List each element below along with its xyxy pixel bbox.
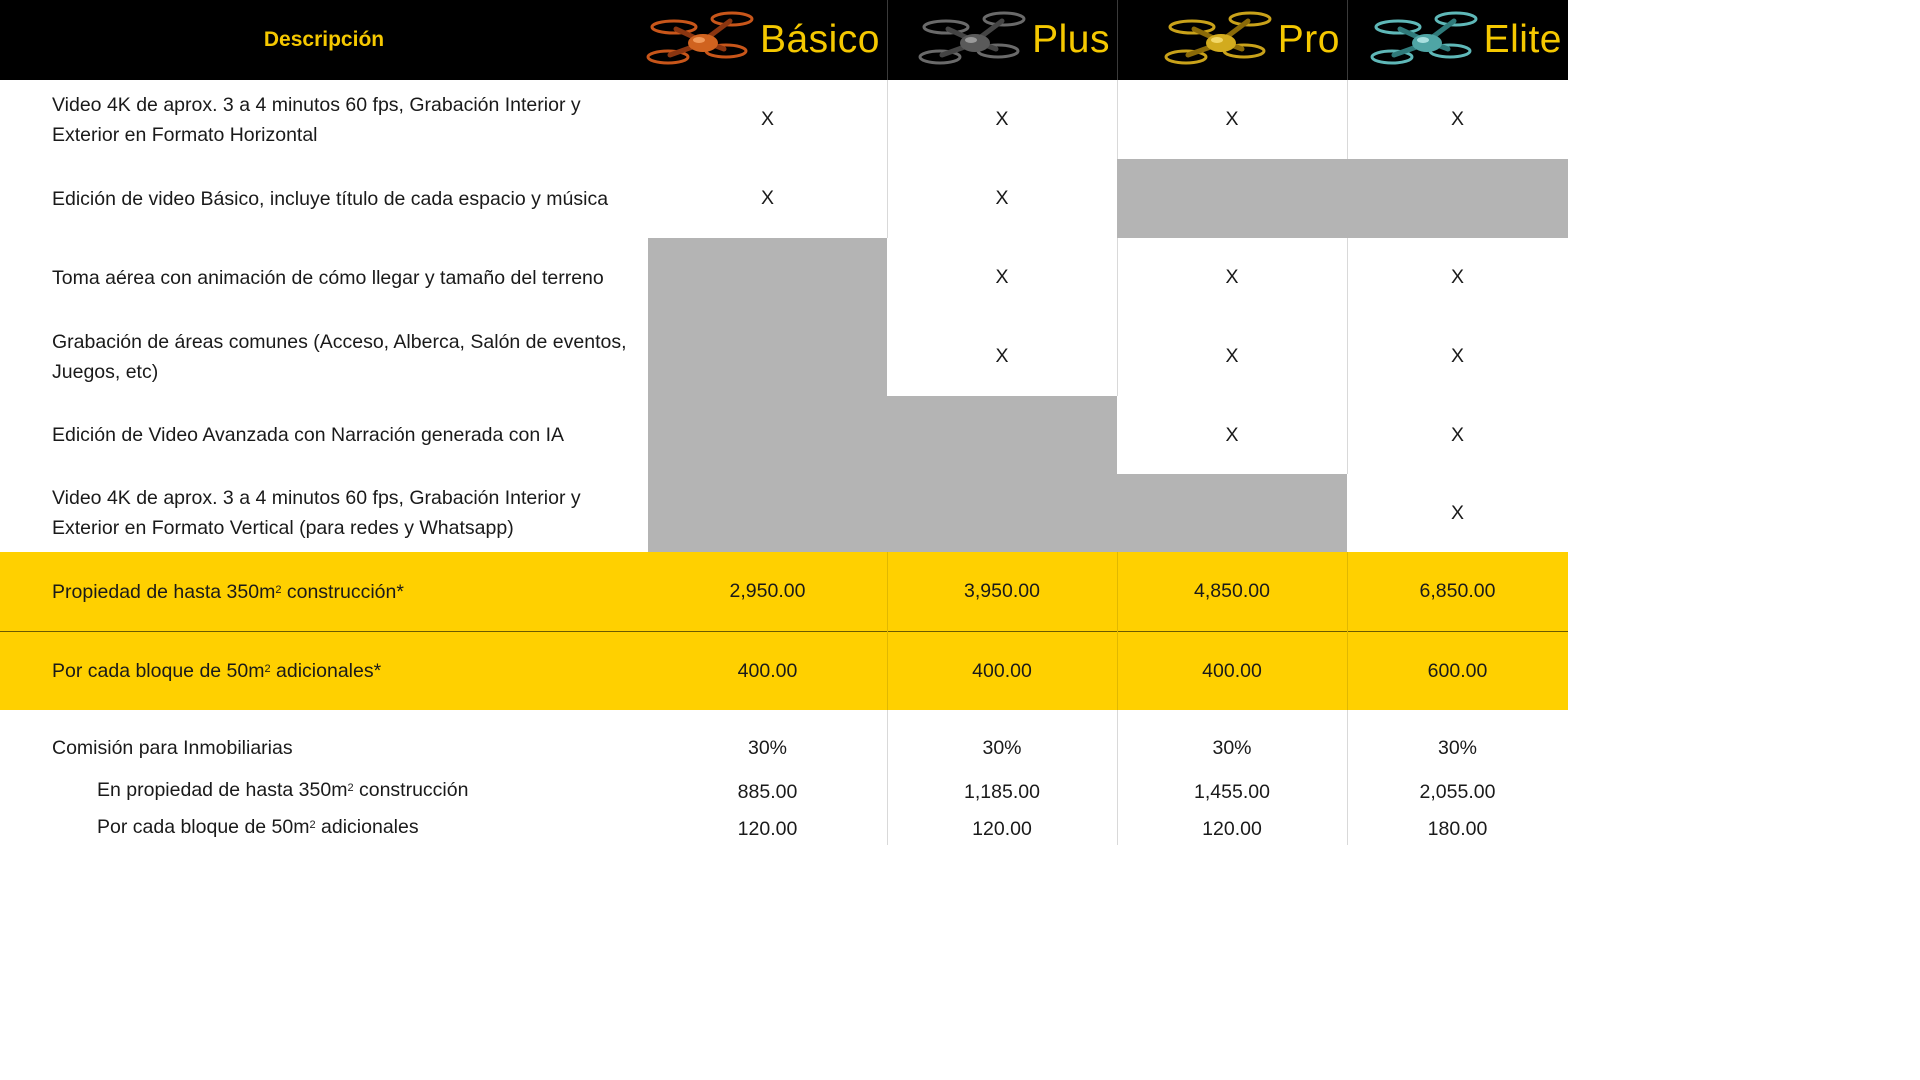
included-mark: X: [995, 187, 1009, 209]
unavailable-cell: [648, 238, 887, 552]
commission-value: 120.00: [972, 817, 1032, 840]
included-mark: X: [760, 187, 774, 209]
included-mark: X: [1450, 423, 1464, 446]
plan-name-plus: Plus: [1032, 18, 1110, 61]
column-divider: [887, 0, 888, 80]
drone-gray-icon: [918, 5, 1030, 75]
included-mark: X: [995, 108, 1009, 130]
included-mark: X: [1225, 345, 1239, 367]
pricing-extra-label: Por cada bloque de 50m $^2$ adicionales*: [52, 660, 382, 682]
commission-value: 1,455.00: [1194, 780, 1270, 803]
commission-value: 1,185.00: [964, 780, 1040, 803]
price-value: 400.00: [972, 659, 1032, 682]
plan-name-pro: Pro: [1277, 18, 1340, 61]
column-divider: [1117, 0, 1118, 80]
feature-description: Grabación de áreas comunes (Acceso, Alberca, Salón de eventos, Juegos, etc): [52, 330, 627, 383]
price-value: 400.00: [1202, 659, 1262, 682]
plan-header-pro: [1117, 0, 1346, 80]
unavailable-cell: [1117, 474, 1347, 552]
feature-description: Edición de video Básico, incluye título de cada espacio y música: [52, 187, 609, 210]
commission-label: Comisión para Inmobiliarias: [52, 737, 293, 759]
plan-header-plus: [887, 0, 1116, 80]
commission-value: 120.00: [1202, 817, 1262, 840]
included-mark: X: [1225, 266, 1239, 288]
pricing-base-label: Propiedad de hasta 350m $^2$ construcción*: [52, 580, 404, 603]
feature-description: Toma aérea con animación de cómo llegar y tamaño del terreno: [52, 266, 604, 289]
plan-name-basico: Básico: [759, 18, 880, 61]
included-mark: X: [760, 108, 774, 130]
commission-extra-label: Por cada bloque de 50m $^2$ adicionales: [97, 816, 419, 838]
included-mark: X: [1225, 108, 1239, 130]
included-mark: X: [1225, 423, 1239, 446]
included-mark: X: [1450, 266, 1464, 288]
price-value: 3,950.00: [964, 580, 1040, 602]
column-divider: [1347, 0, 1348, 80]
commission-percent: 30%: [1212, 736, 1252, 759]
commission-percent: 30%: [747, 736, 788, 759]
commission-value: 180.00: [1427, 817, 1488, 840]
plan-name-elite: Elite: [1483, 18, 1562, 61]
feature-description: Edición de Video Avanzada con Narración generada con IA: [52, 424, 565, 446]
description-column-header: Descripción: [263, 28, 385, 51]
included-mark: X: [995, 345, 1009, 367]
commission-base-label: En propiedad de hasta 350m $^2$ construcción: [97, 779, 469, 801]
drone-teal-icon: [1370, 5, 1482, 75]
commission-value: 2,055.00: [1419, 780, 1496, 803]
commission-percent: 30%: [1437, 736, 1478, 759]
drone-orange-icon: [646, 5, 758, 75]
included-mark: X: [1450, 345, 1464, 367]
price-value: 2,950.00: [729, 580, 806, 602]
price-value: 600.00: [1427, 659, 1488, 682]
unavailable-cell: [887, 396, 1117, 552]
included-mark: X: [1450, 108, 1464, 130]
commission-value: 885.00: [737, 780, 798, 803]
price-value: 4,850.00: [1194, 580, 1270, 602]
price-value: 6,850.00: [1419, 580, 1496, 602]
price-value: 400.00: [737, 659, 798, 682]
drone-gold-icon: [1164, 5, 1276, 75]
plan-header-elite: [1347, 0, 1568, 80]
feature-description: Video 4K de aprox. 3 a 4 minutos 60 fps, Grabación Interior y Exterior en Formato Vertical (para redes y Whatsapp): [52, 487, 581, 539]
included-mark: X: [1450, 501, 1464, 524]
unavailable-cell: [1117, 159, 1568, 238]
commission-value: 120.00: [737, 817, 798, 840]
included-mark: X: [995, 266, 1009, 288]
feature-description: Video 4K de aprox. 3 a 4 minutos 60 fps, Grabación Interior y Exterior en Formato Horizontal: [52, 93, 581, 146]
table-header: [0, 0, 1568, 80]
commission-percent: 30%: [982, 736, 1022, 759]
plan-header-basico: [648, 0, 886, 80]
